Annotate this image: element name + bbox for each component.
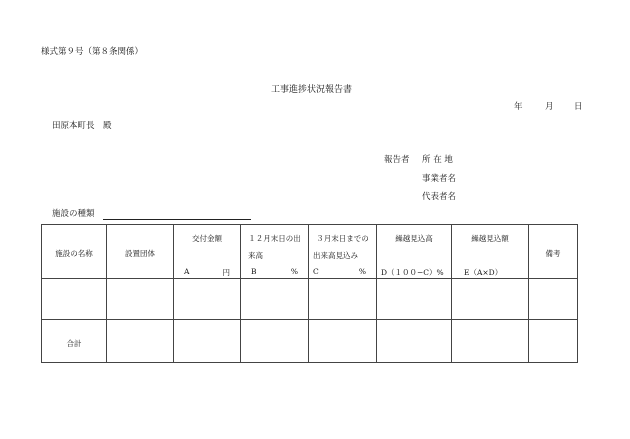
total-row: [42, 319, 578, 362]
header-december: [241, 225, 309, 279]
date-year-label: 年: [514, 102, 523, 112]
header-org: [107, 225, 174, 279]
cell-grant[interactable]: [174, 279, 241, 319]
form-number: 様式第９号（第８条関係）: [41, 47, 144, 57]
table-row: [42, 279, 578, 319]
header-remarks: [529, 225, 578, 279]
document-title: 工事進捗状況報告書: [271, 85, 353, 95]
facility-type-label: 施設の種類: [52, 209, 95, 219]
header-facility-name-text: 施設の名称: [55, 249, 93, 258]
date-month-label: 月: [545, 102, 554, 112]
cell-carryover-amount[interactable]: [452, 279, 529, 319]
header-grant-a: A: [184, 267, 190, 276]
total-org[interactable]: [107, 319, 174, 362]
header-grant-unit: 円: [222, 268, 230, 277]
total-carryover-amount[interactable]: [452, 319, 529, 362]
addressee: 田原本町長 殿: [52, 121, 112, 131]
header-carryover-amount-text: 繰越見込額: [471, 234, 509, 243]
reporter-business-name-label: 事業者名: [422, 174, 457, 184]
total-march[interactable]: [309, 319, 377, 362]
total-december[interactable]: [241, 319, 309, 362]
header-december-text: １２月末日の出: [248, 234, 301, 243]
header-march-c: C: [313, 267, 319, 276]
header-row: [42, 225, 578, 279]
reporter-label: 報告者: [384, 155, 410, 165]
header-carryover-amount-formula: E（A×D）: [464, 268, 503, 277]
header-march-text: ３月末日までの: [316, 234, 369, 243]
header-carryover-rate: [377, 225, 452, 279]
facility-type-underline: [103, 219, 251, 220]
date-day-label: 日: [574, 102, 583, 112]
header-march: [309, 225, 377, 279]
header-grant-text: 交付金額: [192, 234, 222, 243]
cell-remarks[interactable]: [529, 279, 578, 319]
header-remarks-text: 備考: [545, 249, 561, 258]
header-org-text: 設置団体: [125, 249, 155, 258]
header-march-unit: %: [358, 267, 366, 276]
reporter-representative-label: 代表者名: [422, 192, 457, 202]
header-facility-name: [42, 225, 107, 279]
cell-december[interactable]: [241, 279, 309, 319]
header-march-text-2: 出来高見込み: [313, 251, 358, 260]
total-carryover-rate[interactable]: [377, 319, 452, 362]
header-grant: [174, 225, 241, 279]
header-carryover-amount: [452, 225, 529, 279]
total-label-cell: [42, 319, 107, 362]
cell-march[interactable]: [309, 279, 377, 319]
cell-facility-name[interactable]: [42, 279, 107, 319]
reporter-address-label: 所 在 地: [422, 155, 453, 165]
header-carryover-rate-text: 繰越見込高: [395, 234, 433, 243]
total-label: 合計: [66, 338, 82, 348]
total-grant[interactable]: [174, 319, 241, 362]
header-carryover-rate-formula: D（１００−C）%: [381, 268, 444, 277]
cell-org[interactable]: [107, 279, 174, 319]
cell-carryover-rate[interactable]: [377, 279, 452, 319]
header-december-unit: %: [290, 267, 298, 276]
header-december-b: B: [251, 267, 257, 276]
progress-table: [41, 224, 578, 363]
header-december-text-2: 来高: [248, 251, 263, 260]
total-remarks[interactable]: [529, 319, 578, 362]
